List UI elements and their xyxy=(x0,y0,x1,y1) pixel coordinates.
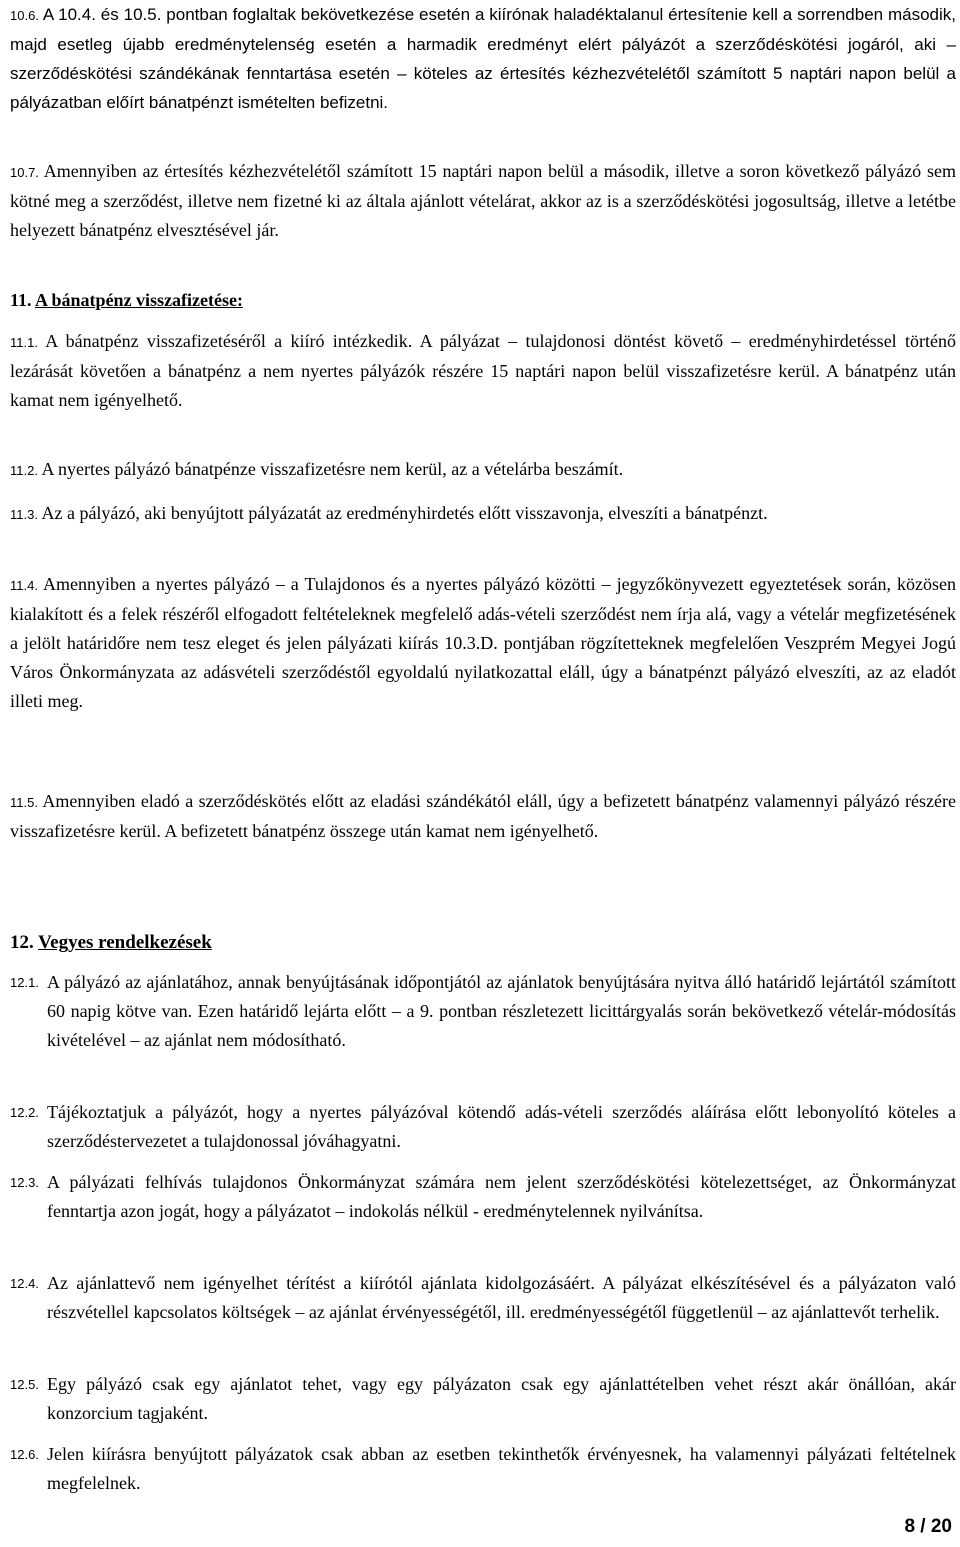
paragraph-text: A 10.4. és 10.5. pontban foglaltak bekövetkezése esetén a kiírónak haladéktalanul értesítenie kell a sorrendben második, majd esetleg újabb eredménytelenség esetén a harmadik eredményt elért pályázót a szerződéskötési jogáról, aki – szerződéskötési szándékának fenntartása esetén – köteles az értesítés kézhezvételétől számított 5 naptári napon belül a pályázatban előírt bánatpénzt ismételten befizetni. xyxy=(10,5,956,112)
paragraph-11-2 xyxy=(10,455,956,485)
paragraph-text: A bánatpénz visszafizetéséről a kiíró intézkedik. A pályázat – tulajdonosi döntést követő – eredményhirdetéssel történő lezárását követően a bánatpénz a nem nyertes pályázók részére 15 naptári napon belül visszafizetésre kerül. A bánatpénz után kamat nem igényelhető. xyxy=(10,331,956,410)
page-number: 8 / 20 xyxy=(904,1516,952,1537)
paragraph-number: 12.1. xyxy=(10,975,39,990)
paragraph-text: A pályázati felhívás tulajdonos Önkormányzat számára nem jelent szerződéskötési kötelezettséget, az Önkormányzat fenntartja azon jogát, hogy a pályázatot – indokolás nélkül - eredménytelennek nyilvánítsa. xyxy=(47,1172,956,1221)
paragraph-10-7 xyxy=(10,157,956,245)
paragraph-text: A nyertes pályázó bánatpénze visszafizetésre nem kerül, az a vételárba beszámít. xyxy=(41,459,624,479)
paragraph-number: 11.3. xyxy=(10,507,38,522)
paragraph-number: 11.1. xyxy=(10,335,38,350)
paragraph-number: 11.5. xyxy=(10,795,38,810)
paragraph-text: A pályázó az ajánlatához, annak benyújtásának időpontjától az ajánlatok benyújtására nyitva álló határidő lejártától számított 60 napig kötve van. Ezen határidő lejárta előtt – a 9. pontban részletezett licittárgyalás során bekövetkező vételár-módosítás kivételével – az ajánlat nem módosítható. xyxy=(47,972,956,1050)
paragraph-11-5 xyxy=(10,787,956,846)
paragraph-12-5 xyxy=(10,1370,956,1428)
paragraph-number: 12.6. xyxy=(10,1447,39,1462)
paragraph-11-1 xyxy=(10,327,956,415)
paragraph-12-4 xyxy=(10,1269,956,1327)
paragraph-number: 11.2. xyxy=(10,463,38,478)
paragraph-text: Amennyiben a nyertes pályázó – a Tulajdonos és a nyertes pályázó közötti – jegyzőkönyvezett egyeztetések során, közösen kialakított és a felek részéről elfogadott feltételeknek megfelelő adás-vételi szerződést nem írja alá, vagy a vételár megfizetésének a jelölt határidőre nem tesz eleget és jelen pályázati kiírás 10.3.D. pontjában rögzítetteknek megfelelően Veszprém Megyei Jogú Város Önkormányzata az adásvételi szerződéstől egyoldalú nyilatkozattal eláll, úgy a bánatpénzt pályázó elveszíti, az az eladót illeti meg. xyxy=(10,574,956,711)
paragraph-number: 12.3. xyxy=(10,1175,39,1190)
paragraph-text: Jelen kiírásra benyújtott pályázatok csak abban az esetben tekinthetők érvényesnek, ha valamennyi pályázati feltételnek megfelelnek. xyxy=(47,1444,956,1493)
paragraph-text: Amennyiben eladó a szerződéskötés előtt az eladási szándékától eláll, úgy a befizetett bánatpénz valamennyi pályázó részére visszafizetésre kerül. A befizetett bánatpénz összege után kamat nem igényelhető. xyxy=(10,791,956,841)
paragraph-text: Az a pályázó, aki benyújtott pályázatát az eredményhirdetés előtt visszavonja, elveszíti a bánatpénzt. xyxy=(41,503,768,523)
paragraph-11-3 xyxy=(10,499,956,529)
paragraph-text: Az ajánlattevő nem igényelhet térítést a kiírótól ajánlata kidolgozásáért. A pályázat elkészítésével és a pályázaton való részvétellel kapcsolatos költségek – az ajánlat érvényességétől, ill. eredményességétől függetlenül – az ajánlattevőt terhelik. xyxy=(47,1273,956,1322)
paragraph-number: 12.5. xyxy=(10,1377,39,1392)
section-title: A bánatpénz visszafizetése: xyxy=(35,290,243,310)
section-heading-11 xyxy=(10,286,243,315)
paragraph-number: 10.6. xyxy=(10,8,39,23)
section-number: 12. xyxy=(10,932,34,953)
paragraph-text: Egy pályázó csak egy ajánlatot tehet, vagy egy pályázaton csak egy ajánlattételben vehet részt akár önállóan, akár konzorcium tagjaként. xyxy=(47,1374,956,1423)
paragraph-text: Amennyiben az értesítés kézhezvételétől számított 15 naptári napon belül a második, illetve a soron következő pályázó sem kötné meg a szerződést, illetve nem fizetné ki az általa ajánlott vételárat, akkor az is a szerződéskötési jogosultság, illetve a letétbe helyezett bánatpénz elvesztésével jár. xyxy=(10,161,956,240)
paragraph-text: Tájékoztatjuk a pályázót, hogy a nyertes pályázóval kötendő adás-vételi szerződés aláírása előtt lebonyolító köteles a szerződéstervezetet a tulajdonossal jóváhagyatni. xyxy=(47,1102,956,1151)
section-title: Vegyes rendelkezések xyxy=(38,932,212,953)
paragraph-12-1 xyxy=(10,968,956,1055)
paragraph-12-2 xyxy=(10,1098,956,1156)
paragraph-number: 11.4. xyxy=(10,578,38,593)
paragraph-10-6 xyxy=(10,0,956,117)
paragraph-number: 12.2. xyxy=(10,1105,39,1120)
section-number: 11. xyxy=(10,290,32,310)
paragraph-12-3 xyxy=(10,1168,956,1226)
paragraph-11-4 xyxy=(10,570,956,716)
paragraph-number: 12.4. xyxy=(10,1276,39,1291)
paragraph-12-6 xyxy=(10,1440,956,1498)
paragraph-number: 10.7. xyxy=(10,165,39,180)
section-heading-12 xyxy=(10,928,212,957)
